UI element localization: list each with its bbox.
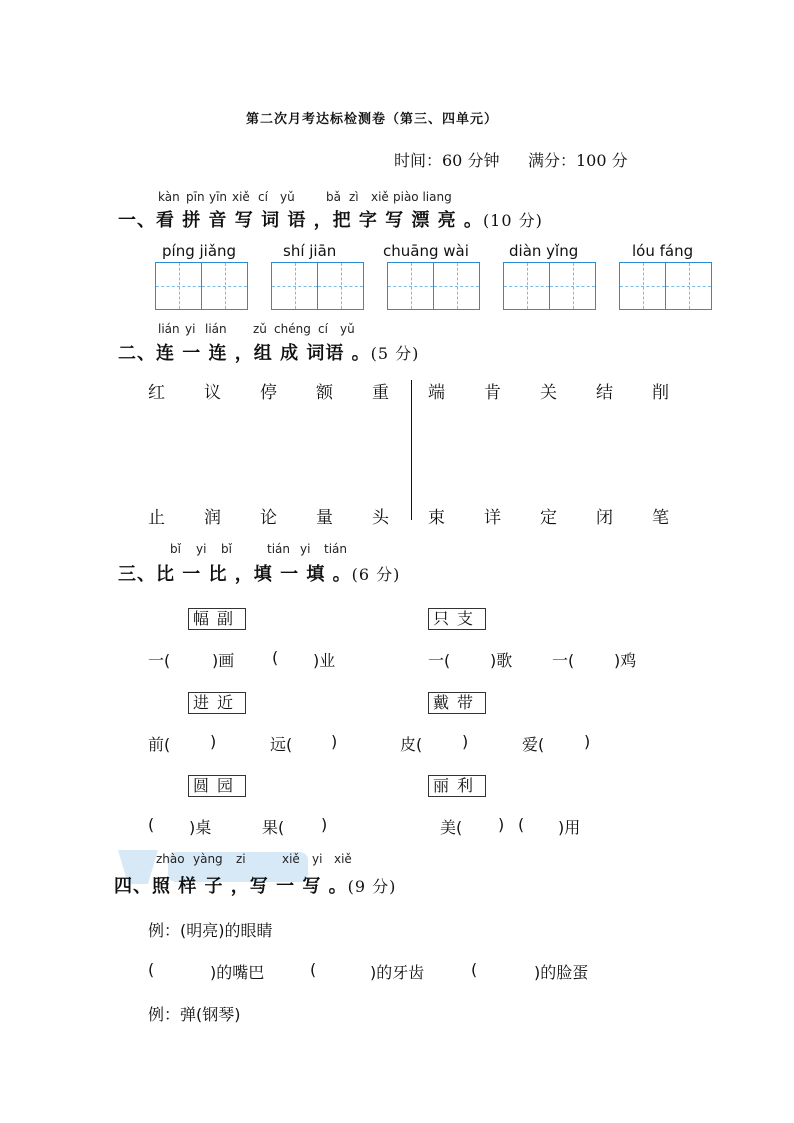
q3-heading	[118, 560, 400, 586]
q1-pinyin-6: yǔ	[280, 190, 295, 204]
match-top-left-1[interactable]: 红	[148, 383, 165, 403]
char-pair-box: 幅副	[188, 608, 246, 630]
q1-word-3: chuāng wài	[383, 242, 469, 260]
writing-grid-4[interactable]	[503, 262, 596, 310]
q1-pinyin-10: piào liang	[393, 190, 452, 204]
writing-grid-3[interactable]	[387, 262, 480, 310]
match-top-right-1[interactable]: 端	[428, 383, 445, 403]
fill-text: (	[148, 960, 155, 979]
q2-pinyin-2: yi	[185, 322, 196, 336]
q1-pinyin-3: yīn	[209, 190, 228, 204]
q4-pinyin-1: zhào	[156, 852, 185, 866]
q4-score: (9 分)	[347, 877, 397, 896]
writing-grid-2[interactable]	[271, 262, 364, 310]
fill-text: 一(	[148, 651, 171, 670]
q4-pinyin-3: zi	[236, 852, 246, 866]
q3-label: 三、比 一 比 ，填 一 填 。	[118, 564, 352, 585]
fill-text: )	[321, 815, 328, 834]
match-top-left-5[interactable]: 重	[372, 383, 389, 403]
q2-pinyin-3: lián	[205, 322, 227, 336]
q1-label: 一、看 拼 音 写 词 语 ，把 字 写 漂 亮 。	[118, 210, 483, 231]
fill-text: )	[584, 732, 591, 751]
q4-pinyin-4: xiě	[282, 852, 300, 866]
q4-label: 四、照 样 子 ，写 一 写 。	[114, 876, 348, 897]
fill-text: )	[331, 732, 338, 751]
fill-text: 远(	[270, 735, 293, 754]
q3-pinyin-2: yi	[196, 542, 207, 556]
q1-pinyin-8: zì	[349, 190, 359, 204]
match-top-left-3[interactable]: 停	[260, 383, 277, 403]
full-score: 满分：100 分	[528, 151, 628, 170]
q1-pinyin-2: pīn	[186, 190, 205, 204]
fill-text: )用	[558, 818, 581, 837]
fill-text: 果(	[262, 818, 285, 837]
fill-text: )业	[313, 651, 336, 670]
char-pair-box: 进近	[188, 692, 246, 714]
q4-pinyin-5: yi	[312, 852, 323, 866]
fill-text: )的牙齿	[370, 963, 425, 982]
q1-pinyin-4: xiě	[232, 190, 250, 204]
fill-text: )的脸蛋	[534, 963, 589, 982]
char-pair-box: 只支	[428, 608, 486, 630]
q1-word-4: diàn yǐng	[509, 242, 579, 260]
q3-score: (6 分)	[351, 565, 401, 584]
fill-text: )	[498, 815, 505, 834]
match-bottom-right-1[interactable]: 束	[428, 508, 445, 528]
q3-pinyin-6: tián	[324, 542, 347, 556]
writing-grid-1[interactable]	[155, 262, 248, 310]
q1-word-2: shí jiān	[283, 242, 337, 260]
fill-text: )桌	[189, 818, 212, 837]
fill-text: (	[518, 815, 525, 834]
q2-heading	[118, 339, 419, 365]
fill-text: )的嘴巴	[210, 963, 265, 982]
q3-pinyin-5: yi	[300, 542, 311, 556]
match-top-right-5[interactable]: 削	[652, 383, 669, 403]
q1-pinyin-7: bǎ	[326, 190, 341, 204]
q1-heading	[118, 206, 543, 232]
match-bottom-right-2[interactable]: 详	[484, 508, 501, 528]
match-top-left-2[interactable]: 议	[204, 383, 221, 403]
fill-text: (	[148, 815, 155, 834]
match-bottom-right-4[interactable]: 闭	[596, 508, 613, 528]
char-pair-box: 圆园	[188, 775, 246, 797]
fill-text: )歌	[490, 651, 513, 670]
match-top-right-3[interactable]: 关	[540, 383, 557, 403]
char-pair-box: 丽利	[428, 775, 486, 797]
q4-pinyin-6: xiě	[334, 852, 352, 866]
q3-pinyin-4: tián	[267, 542, 290, 556]
q2-pinyin-1: lián	[158, 322, 180, 336]
match-divider	[411, 380, 412, 520]
q3-pinyin-1: bǐ	[170, 542, 181, 556]
writing-grid-5[interactable]	[619, 262, 712, 310]
q4-heading	[114, 872, 396, 898]
q2-pinyin-5: chéng	[274, 322, 311, 336]
fill-text: 皮(	[400, 735, 423, 754]
q1-score: (10 分)	[482, 211, 543, 230]
fill-text: )鸡	[614, 651, 637, 670]
match-top-left-4[interactable]: 额	[316, 383, 333, 403]
q2-pinyin-7: yǔ	[340, 322, 355, 336]
q1-pinyin-9: xiě	[371, 190, 389, 204]
q2-label: 二、连 一 连 ，组 成 词语 。	[118, 343, 371, 364]
q1-word-5: lóu fáng	[632, 242, 694, 260]
char-pair-box: 戴带	[428, 692, 486, 714]
match-top-right-2[interactable]: 肯	[484, 383, 501, 403]
fill-text: )画	[212, 651, 235, 670]
match-bottom-left-4[interactable]: 量	[316, 508, 333, 528]
q1-pinyin-1: kàn	[158, 190, 180, 204]
fill-text: 爱(	[522, 735, 545, 754]
fill-text: 一(	[552, 651, 575, 670]
match-bottom-right-3[interactable]: 定	[540, 508, 557, 528]
match-bottom-left-1[interactable]: 止	[148, 508, 165, 528]
example-2: 例：弹(钢琴)	[148, 1005, 241, 1024]
match-bottom-left-5[interactable]: 头	[372, 508, 389, 528]
q2-pinyin-6: cí	[318, 322, 328, 336]
match-top-right-4[interactable]: 结	[596, 383, 613, 403]
fill-text: (	[272, 648, 279, 667]
match-bottom-left-2[interactable]: 润	[204, 508, 221, 528]
page-title: 第二次月考达标检测卷（第三、四单元）	[246, 112, 499, 127]
fill-text: 前(	[148, 735, 171, 754]
q4-pinyin-2: yàng	[193, 852, 223, 866]
time-limit: 时间：60 分钟	[394, 151, 500, 170]
fill-text: )	[210, 732, 217, 751]
fill-text: 一(	[428, 651, 451, 670]
q2-pinyin-4: zǔ	[253, 322, 267, 336]
q1-word-1: píng jiǎng	[162, 242, 237, 260]
match-bottom-right-5[interactable]: 笔	[652, 508, 669, 528]
example-1: 例：(明亮)的眼睛	[148, 921, 273, 940]
fill-text: )	[462, 732, 469, 751]
q3-pinyin-3: bǐ	[221, 542, 232, 556]
q1-pinyin-5: cí	[258, 190, 268, 204]
match-bottom-left-3[interactable]: 论	[260, 508, 277, 528]
fill-text: 美(	[440, 818, 463, 837]
fill-text: (	[310, 960, 317, 979]
q2-score: (5 分)	[370, 344, 420, 363]
fill-text: (	[471, 960, 478, 979]
